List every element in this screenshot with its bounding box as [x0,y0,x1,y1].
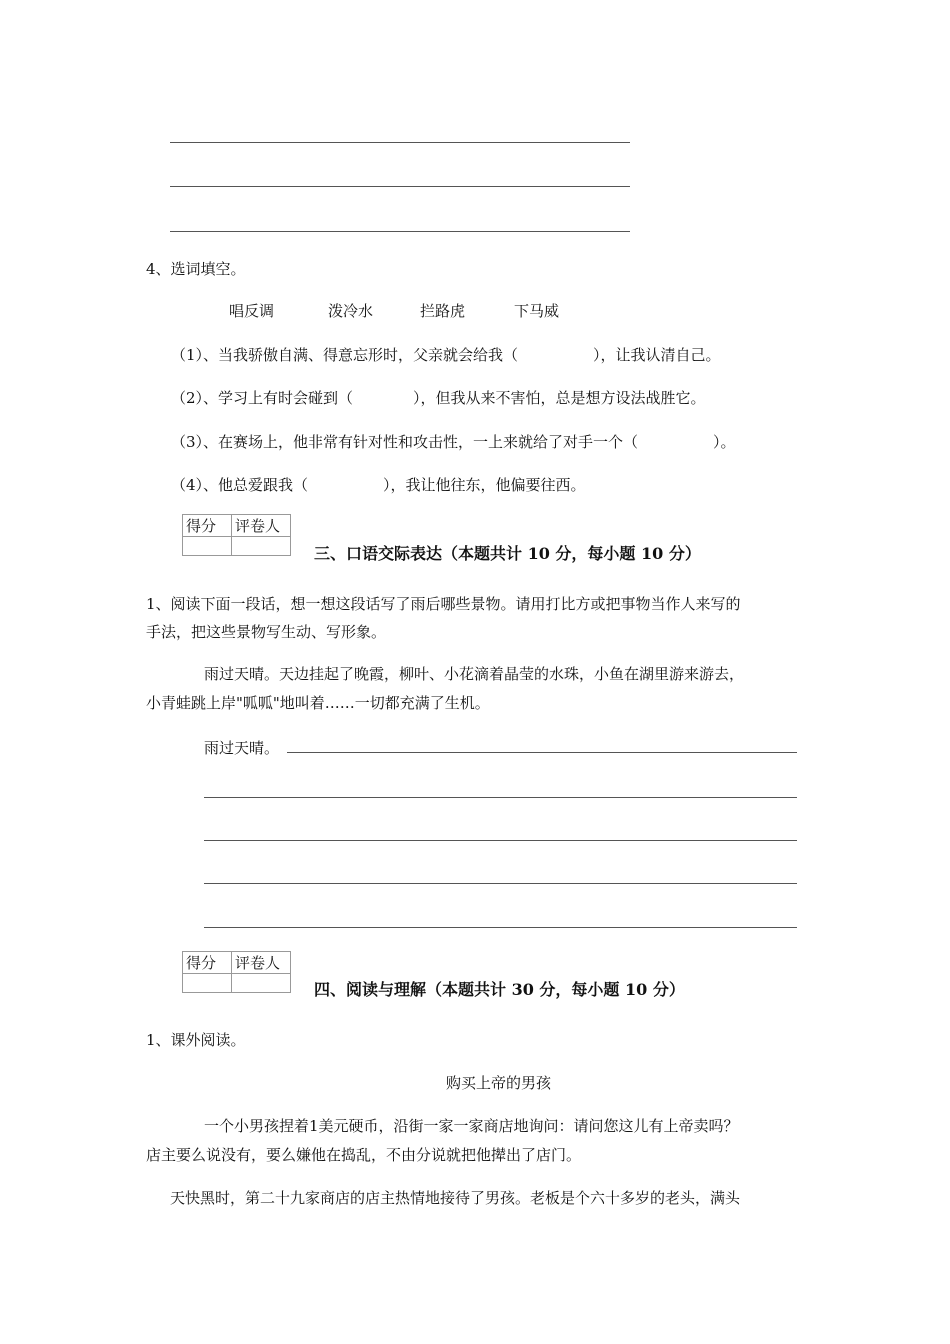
word-bank-item: 下马威 [514,302,560,320]
q4-item-3: （3）、在赛场上，他非常有针对性和攻击性，一上来就给了对手一个（ ）。 [171,433,736,451]
section-heading: 三、口语交际表达（本题共计 10 分，每小题 10 分） [314,544,701,563]
q4-item-4: （4）、他总爱跟我（ ），我让他往东，他偏要往西。 [171,476,586,494]
passage-text: 雨过天晴。天边挂起了晚霞，柳叶、小花滴着晶莹的水珠，小鱼在湖里游来游去， [204,665,745,683]
story-text: 天快黑时，第二十九家商店的店主热情地接待了男孩。老板是个六十多岁的老头，满头 [170,1189,741,1207]
answer-line[interactable] [170,231,630,232]
score-box [182,514,291,556]
grader-label: 评卷人 [232,952,291,974]
grader-cell[interactable] [232,537,291,556]
section-heading: 四、阅读与理解（本题共计 30 分，每小题 10 分） [314,980,685,999]
story-text: 一个小男孩捏着1美元硬币，沿街一家一家商店地询问：请问您这儿有上帝卖吗？ [204,1117,739,1135]
score-cell[interactable] [183,537,232,556]
question-text: 手法，把这些景物写生动、写形象。 [146,623,387,641]
score-box [182,951,291,993]
story-title: 购买上帝的男孩 [446,1074,552,1092]
story-text: 店主要么说没有，要么嫌他在捣乱，不由分说就把他撵出了店门。 [146,1146,582,1164]
word-bank-item: 拦路虎 [420,302,466,320]
grader-cell[interactable] [232,974,291,993]
score-cell[interactable] [183,974,232,993]
score-label: 得分 [183,952,232,974]
answer-line[interactable] [170,142,630,143]
grader-label: 评卷人 [232,515,291,537]
answer-start-text: 雨过天晴。 [204,739,280,757]
word-bank-item: 泼冷水 [328,302,374,320]
score-label: 得分 [183,515,232,537]
question-text: 1、课外阅读。 [146,1031,246,1049]
passage-text: 小青蛙跳上岸"呱呱"地叫着……一切都充满了生机。 [146,694,490,712]
question-text: 1、阅读下面一段话，想一想这段话写了雨后哪些景物。请用打比方或把事物当作人来写的 [146,595,741,613]
q4-title: 4、选词填空。 [146,260,246,278]
word-bank-item: 唱反调 [229,302,275,320]
answer-line[interactable] [204,797,797,798]
answer-line[interactable] [287,752,797,753]
q4-item-1: （1）、当我骄傲自满、得意忘形时，父亲就会给我（ ），让我认清自己。 [171,346,721,364]
answer-line[interactable] [204,840,797,841]
q4-item-2: （2）、学习上有时会碰到（ ），但我从来不害怕，总是想方设法战胜它。 [171,389,706,407]
answer-line[interactable] [170,186,630,187]
answer-line[interactable] [204,883,797,884]
answer-line[interactable] [204,927,797,928]
